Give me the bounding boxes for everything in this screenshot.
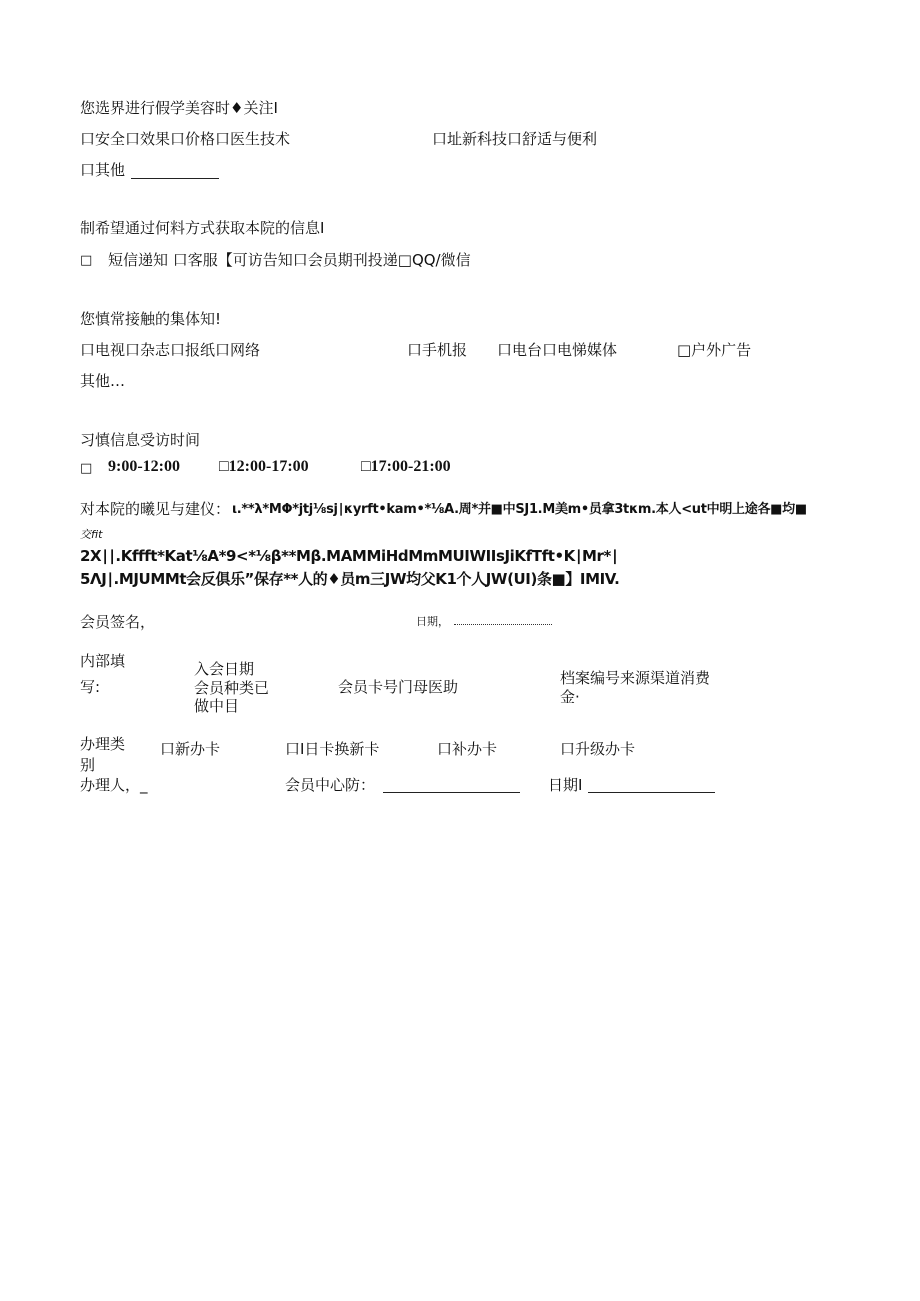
question-focus: 您选界进行假学美容时♦关注I xyxy=(80,99,278,117)
checkbox-slot1[interactable]: □ xyxy=(80,461,93,476)
options-info-channel[interactable]: 短信递知 口客服【可访告知口会员期刊投递□QQ/微信 xyxy=(108,251,471,269)
options-focus-b[interactable]: 口址新科技口舒适与便利 xyxy=(432,130,598,148)
date-label: 日期， xyxy=(416,615,449,628)
slot-afternoon[interactable]: □12:00-17:00 xyxy=(219,458,309,475)
internal-col2: 会员卡号门母医助 xyxy=(338,678,459,696)
options-media-c[interactable]: 口电台口电悌媒体 xyxy=(497,341,618,359)
member-center-label: 会员中心防： xyxy=(285,776,376,794)
handle-type-label: 办理类 xyxy=(80,735,126,753)
options-media-d[interactable]: □户外广告 xyxy=(677,341,752,359)
option-other[interactable]: 口其他 xyxy=(80,161,126,179)
question-visit-time: 习慎信息受访时间 xyxy=(80,431,201,449)
internal-label-1: 内部填 xyxy=(80,652,126,670)
options-media-a[interactable]: 口电视口杂志口报纸口网络 xyxy=(80,341,261,359)
question-info-channel: 制希望通过何料方式获取本院的信息I xyxy=(80,219,325,237)
options-focus-a[interactable]: 口安全口效果口价格口医生技术 xyxy=(80,130,291,148)
suggestion-label: 对本院的曦见与建仪： xyxy=(80,500,231,518)
suggestion-text-line4: 5ΛJ∣.MJUMMt会反俱乐”保存**人的♦员m三JW均父K1个人JW(UI)条■】IMIV. xyxy=(80,570,620,588)
question-media: 您慎常接触的集体知! xyxy=(80,310,222,328)
slot-morning[interactable]: 9:00-12:00 xyxy=(108,458,180,475)
slot-evening[interactable]: □17:00-21:00 xyxy=(361,458,451,475)
option-reissue-card[interactable]: 口补办卡 xyxy=(437,740,498,758)
options-media-b[interactable]: 口手机报 xyxy=(407,341,468,359)
suggestion-text-line3: 2X∣∣.Kffft*Kat⅛A*9<*⅛β**Mβ.MAMMiHdMmMUIWIIsJiKfTft•K∣Mr*∣ xyxy=(80,547,619,565)
option-replace-card[interactable]: 口Ⅰ日卡换新卡 xyxy=(285,740,380,758)
internal-col3-line1: 档案编号来源渠道消费 xyxy=(560,669,711,687)
date-input-line[interactable] xyxy=(454,624,552,625)
suggestion-text-line1: ι.**λ*MΦ*jtj⅛sj∣κyrft•kam•*⅛A.周*并■中SJ1.M美m•员拿3tκm.本人<ut中明上途各■均■ xyxy=(232,502,807,517)
internal-col1-line2: 会员种类已 xyxy=(194,679,270,697)
other-input-line[interactable] xyxy=(131,178,219,179)
internal-label-2: 写: xyxy=(80,678,101,696)
handler-date-input-line[interactable] xyxy=(588,792,715,793)
option-new-card[interactable]: 口新办卡 xyxy=(160,740,221,758)
internal-col1-line1: 入会日期 xyxy=(194,660,255,678)
suggestion-text-line2: 交fit xyxy=(80,528,103,541)
internal-col3-line2: 金· xyxy=(560,688,580,706)
media-other[interactable]: 其他… xyxy=(80,372,126,390)
member-center-input-line[interactable] xyxy=(383,792,520,793)
option-upgrade-card[interactable]: 口升级办卡 xyxy=(560,740,636,758)
handler-date-label: 日期I xyxy=(548,776,583,794)
handler-label: 办理人，_ xyxy=(80,776,148,794)
handle-type-label-cut: 别 xyxy=(80,756,96,774)
member-signature-label: 会员签名， xyxy=(80,613,156,631)
internal-col1-line3: 做中目 xyxy=(194,697,240,715)
checkbox-sms[interactable]: □ xyxy=(80,253,93,268)
